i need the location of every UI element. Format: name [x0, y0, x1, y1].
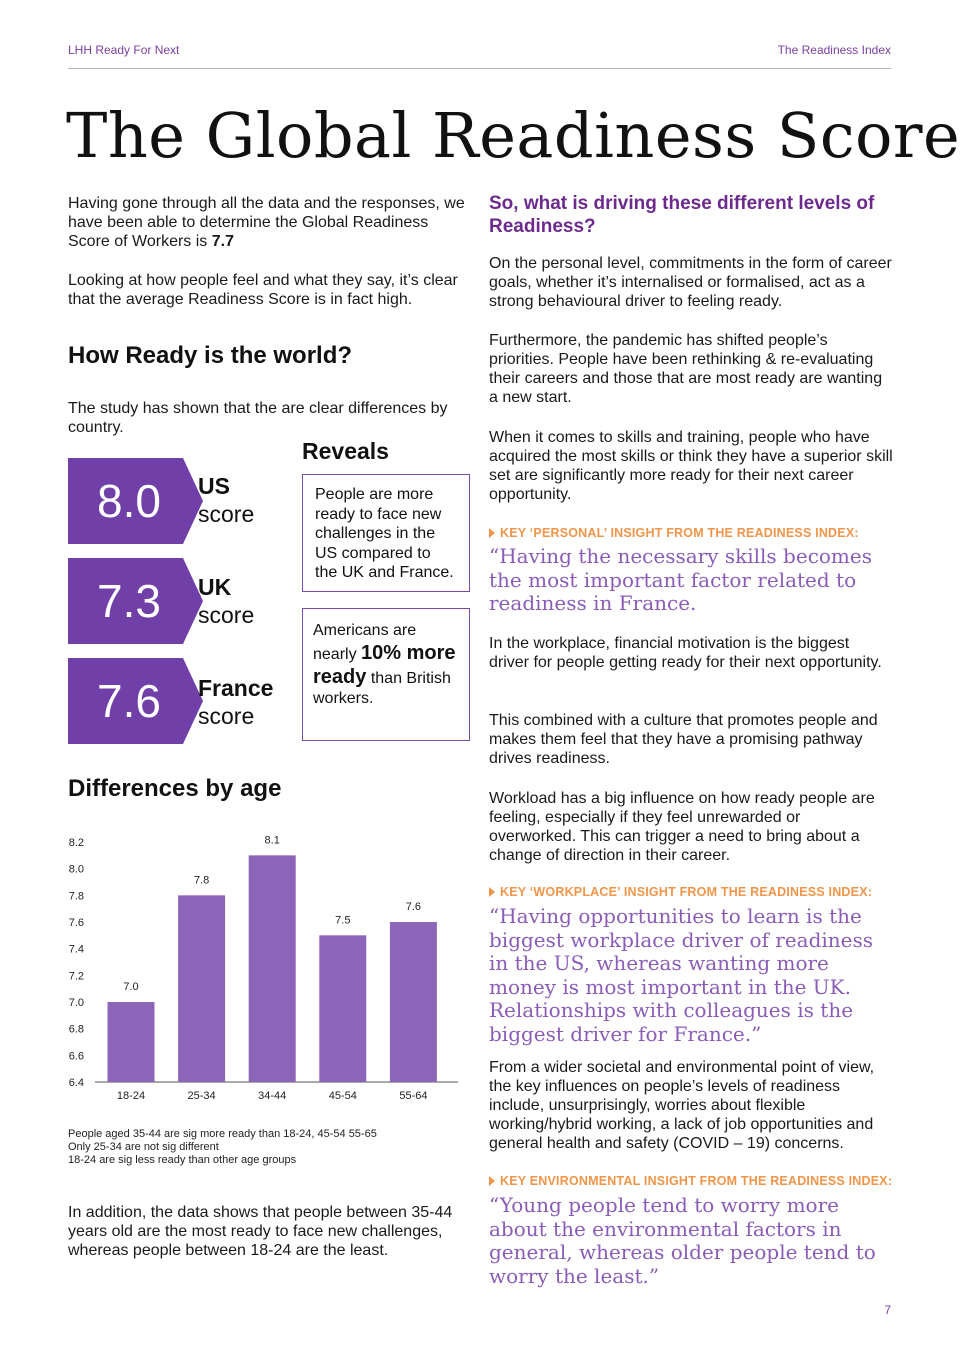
right-paragraph-3: When it comes to skills and training, people who have acquired the most skills or think they have a superior skill set are significantly more ready for their next career opportunity.	[489, 429, 893, 503]
y-tick-label: 7.0	[68, 997, 84, 1009]
right-paragraph-1: On the personal level, commitments in the form of career goals, whether it’s internalised or formalised, act as a strong behavioural driver to feeling ready.	[489, 255, 892, 310]
bar-18-24	[108, 1002, 155, 1082]
intro-paragraph-2: Looking at how people feel and what they say, it’s clear that the average Readiness Score is in fact high.	[68, 272, 458, 308]
bar-34-44	[249, 855, 296, 1082]
reveals-heading: Reveals	[302, 438, 389, 464]
y-tick-label: 8.2	[68, 837, 84, 849]
country-france: France	[198, 675, 274, 701]
x-tick-label: 45-54	[328, 1090, 357, 1102]
bar-data-label: 7.0	[123, 981, 139, 993]
right-paragraph-6: Workload has a big influence on how ready people are feeling, especially if they feel unrewarded or overworked. This can trigger a need to bring about a change of direction in their career.	[489, 790, 875, 864]
y-tick-label: 6.4	[68, 1077, 84, 1089]
bar-data-label: 8.1	[264, 834, 280, 847]
score-label-us: US score	[198, 473, 255, 527]
y-tick-label: 6.6	[68, 1050, 84, 1063]
header-rule	[68, 68, 891, 69]
bar-data-label: 7.5	[335, 914, 351, 927]
age-heading: Differences by age	[68, 775, 282, 802]
drivers-question: So, what is driving these different levels of Readiness?	[489, 193, 875, 237]
score-box-us	[68, 458, 183, 544]
right-paragraph-2: Furthermore, the pandemic has shifted people’s priorities. People have been rethinking & re-evaluating their careers and those that are most ready are wanting a new start.	[489, 332, 883, 406]
x-tick-label: 34-44	[258, 1090, 287, 1102]
score-label-uk: UK score	[198, 574, 255, 628]
right-paragraph-4: In the workplace, financial motivation is the biggest driver for people getting ready for their next opportunity.	[489, 635, 882, 671]
how-ready-text: The study has shown that the are clear differences by country.	[68, 400, 448, 436]
how-ready-heading: How Ready is the world?	[68, 342, 353, 369]
country-us: US	[198, 473, 230, 499]
chart-notes	[68, 1128, 468, 1167]
score-box-uk	[68, 558, 183, 644]
bar-45-54	[319, 935, 366, 1082]
triangle-icon	[489, 887, 495, 897]
score-value-uk: 7.3	[97, 575, 161, 627]
insight-heading-workplace: KEY ‘WORKPLACE’ INSIGHT FROM THE READINESS INDEX:	[489, 885, 872, 899]
header-right: The Readiness Index	[777, 43, 891, 57]
reveal-highlight: 10% more ready	[313, 641, 456, 688]
age-bar-chart	[50, 830, 470, 1110]
reveal-box-2: Americans are nearly 10% more ready than British workers.	[302, 608, 470, 741]
chart-note: People aged 35-44 are sig more ready than 18-24, 45-54 55-65	[68, 1128, 377, 1140]
insight-heading-environmental: KEY ENVIRONMENTAL INSIGHT FROM THE READINESS INDEX:	[489, 1174, 892, 1188]
global-score-value: 7.7	[211, 233, 234, 250]
bar-55-64	[390, 922, 437, 1082]
bar-25-34	[178, 895, 225, 1082]
insight-heading-personal: KEY ‘PERSONAL’ INSIGHT FROM THE READINESS INDEX:	[489, 526, 859, 540]
page-title: The Global Readiness Score	[66, 99, 960, 172]
x-tick-label: 18-24	[116, 1090, 146, 1102]
triangle-icon	[489, 1176, 495, 1186]
score-box-france	[68, 658, 183, 744]
score-value-france: 7.6	[97, 675, 161, 727]
right-paragraph-7: From a wider societal and environmental point of view, the key influences on people’s levels of readiness include, unsurprisingly, worries about flexible working/hybrid working, a lack of job opportunities and general health and safety (COVID – 19) concerns.	[489, 1059, 875, 1152]
intro-paragraph-1: Having gone through all the data and the responses, we have been able to determine the Global Readiness Score of Workers is 7.7	[68, 195, 465, 250]
y-tick-label: 7.2	[68, 970, 84, 983]
chart-note: Only 25-34 are not sig different	[68, 1141, 219, 1153]
y-tick-label: 7.6	[68, 917, 84, 929]
y-tick-label: 7.4	[68, 943, 84, 956]
country-uk: UK	[198, 574, 232, 600]
x-tick-label: 25-34	[187, 1090, 216, 1102]
y-tick-label: 8.0	[68, 863, 84, 876]
page-number: 7	[884, 1303, 891, 1317]
chart-note: 18-24 are sig less ready than other age groups	[68, 1154, 297, 1166]
bar-data-label: 7.8	[193, 874, 210, 887]
y-tick-label: 6.8	[68, 1023, 84, 1036]
score-label-france: France score	[198, 675, 274, 729]
header-left: LHH Ready For Next	[68, 43, 180, 57]
insight-quote-personal: “Having the necessary skills becomes the most important factor related to readiness in France.	[489, 544, 872, 615]
insight-quote-workplace: “Having opportunities to learn is the biggest workplace driver of readiness in the US, whereas wanting more money is most important in the UK. Relationships with colleagues is the biggest driver for France.”	[489, 904, 874, 1046]
x-tick-label: 55-64	[399, 1090, 428, 1102]
y-tick-label: 7.8	[68, 890, 84, 903]
bar-data-label: 7.6	[405, 901, 422, 913]
insight-quote-environmental: “Young people tend to worry more about the environmental factors in general, whereas older people tend to worry the least.”	[489, 1193, 876, 1288]
reveal-box-1: People are more ready to face new challenges in the US compared to the UK and France.	[302, 474, 470, 592]
triangle-icon	[489, 528, 495, 538]
age-summary: In addition, the data shows that people between 35-44 years old are the most ready to face new challenges, whereas people between 18-24 are the least.	[68, 1204, 453, 1259]
right-paragraph-5: This combined with a culture that promotes people and makes them feel that they have a promising pathway drives readiness.	[489, 712, 878, 767]
score-value-us: 8.0	[97, 475, 161, 527]
